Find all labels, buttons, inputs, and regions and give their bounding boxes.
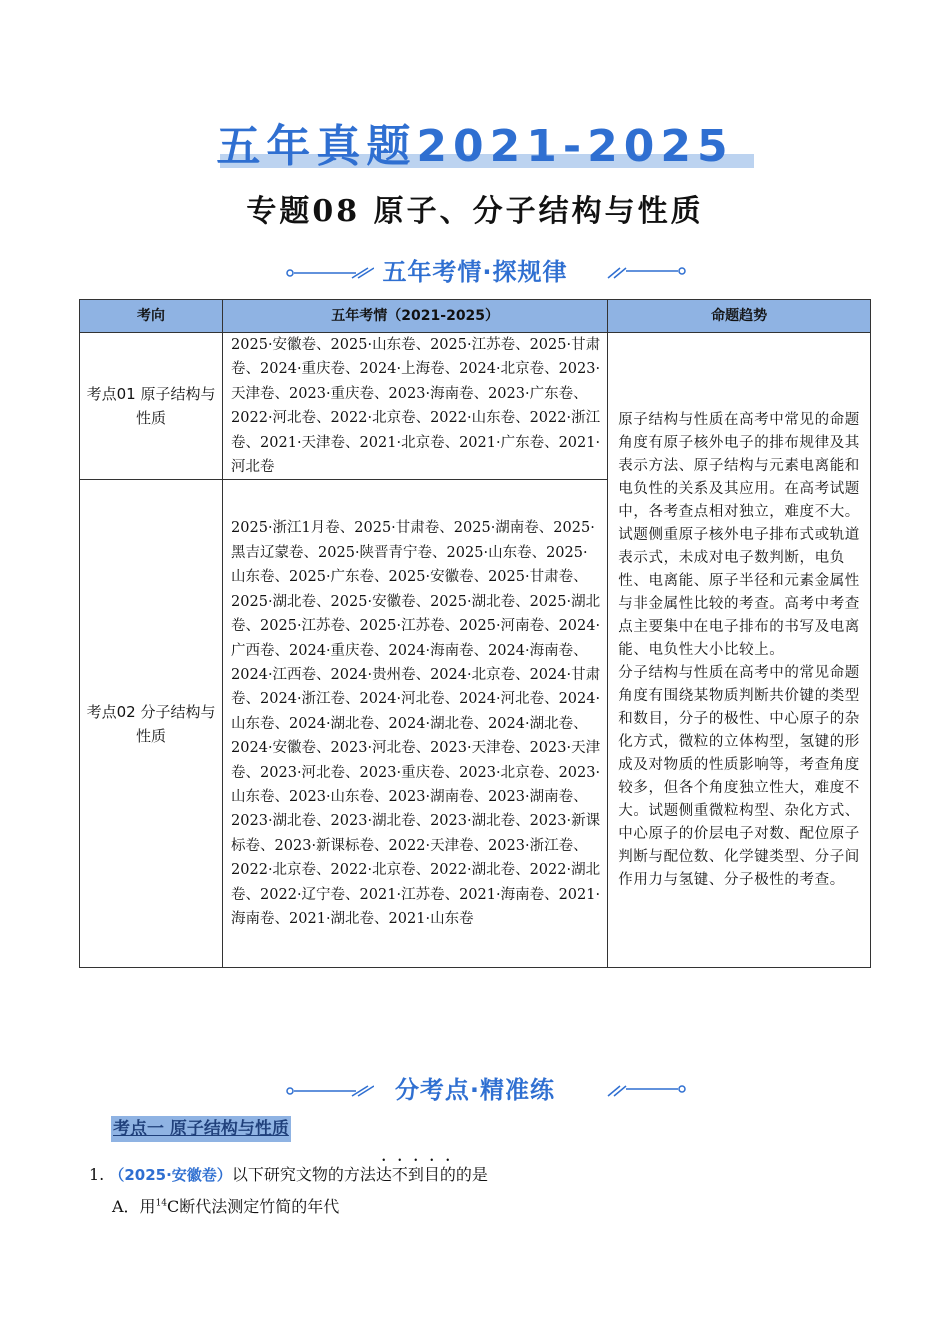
column-header-trend: 命题趋势 xyxy=(608,300,871,333)
years-cell: 2025·浙江1月卷、2025·甘肃卷、2025·湖南卷、2025·黑吉辽蒙卷、2025·陕晋青宁卷、2025·山东卷、2025·山东卷、2025·广东卷、2025·安徽卷、2025·甘肃卷、2025·湖北卷、2025·安徽卷、2025·湖北卷、2025·湖北卷、2025·江苏卷、2025·江苏卷、2025·河南卷、2024·广西卷、2024·重庆卷、2024·海南卷、2024·海南卷、2024·江西卷、2024·贵州卷、2024·北京卷、2024·甘肃卷、2024·浙江卷、2024·河北卷、2024·河北卷、2024·山东卷、2024·湖北卷、2024·湖北卷、2024·湖北卷、2024·安徽卷、2023·河北卷、2023·天津卷、2023·天津卷、2023·河北卷、2023·重庆卷、2023·北京卷、2023·山东卷、2023·山东卷、2023·湖南卷、2023·湖南卷、2023·湖北卷、2023·湖北卷、2023·湖北卷、2023·新课标卷、2023·新课标卷、2022·天津卷、2023·浙江卷、2022·北京卷、2022·北京卷、2022·湖北卷、2022·湖北卷、2022·辽宁卷、2021·江苏卷、2021·海南卷、2021·海南卷、2021·湖北卷、2021·山东卷 xyxy=(223,480,608,968)
column-header-topic: 考向 xyxy=(80,300,223,333)
left-deco-line-icon xyxy=(286,1080,374,1100)
section-title: 分考点·精准练 xyxy=(394,1076,556,1104)
question-stem xyxy=(89,1156,488,1185)
page-subtitle: 专题08 原子、分子结构与性质 xyxy=(246,194,704,229)
left-deco-line-icon xyxy=(286,262,374,282)
exam-trend-table xyxy=(79,299,871,968)
years-cell: 2025·安徽卷、2025·山东卷、2025·江苏卷、2025·甘肃卷、2024·重庆卷、2024·上海卷、2024·北京卷、2023·天津卷、2023·重庆卷、2023·海南卷、2023·广东卷、2022·河北卷、2022·北京卷、2022·山东卷、2022·浙江卷、2021·天津卷、2021·北京卷、2021·广东卷、2021·河北卷 xyxy=(223,333,608,480)
table-row xyxy=(80,333,871,480)
section-heading-trends xyxy=(0,252,950,287)
banner xyxy=(0,110,950,174)
section-title: 五年考情·探规律 xyxy=(382,258,568,286)
question-source: （2025·安徽卷） xyxy=(109,1166,232,1184)
option-a xyxy=(112,1194,339,1217)
question-number: 1. xyxy=(89,1165,105,1184)
topic-cell: 考点02 分子结构与性质 xyxy=(80,480,223,968)
question-emphasis: 达不到目的 xyxy=(375,1165,456,1184)
option-a-prefix: A．用 xyxy=(112,1197,156,1216)
option-a-superscript: 14 xyxy=(155,1198,168,1209)
topic-cell: 考点01 原子结构与性质 xyxy=(80,333,223,480)
kaodian-label: 考点一 原子结构与性质 xyxy=(111,1116,291,1142)
trend-cell: 原子结构与性质在高考中常见的命题角度有原子核外电子的排布规律及其表示方法、原子结构与元素电离能和电负性的关系及其应用。在高考试题中，各考查点相对独立，难度不大。试题侧重原子核外电子排布式或轨道表示式，未成对电子数判断，电负性、电离能、原子半径和元素金属性与非金属性比较的考查。高考中考查点主要集中在电子排布的书写及电离能、电负性大小比较上。 分子结构与性质在高考中的常见命题角度有围绕某物质判断共价键的类型和数目，分子的极性、中心原子的杂化方式，微粒的立体构型，氢键的形成及对物质的性质影响等，考查角度较多，但各个角度独立性大，难度不大。试题侧重微粒构型、杂化方式、中心原子的价层电子对数、配位原子判断与配位数、化学键类型、分子间作用力与氢键、分子极性的考查。 xyxy=(608,333,871,968)
option-a-text: C断代法测定竹简的年代 xyxy=(167,1197,340,1216)
right-deco-line-icon xyxy=(606,1080,686,1100)
banner-title: 五年真题2021-2025 xyxy=(216,121,734,172)
question-text-end: 的是 xyxy=(455,1165,488,1184)
section-heading-practice xyxy=(0,1070,950,1105)
column-header-years: 五年考情（2021-2025） xyxy=(223,300,608,333)
right-deco-line-icon xyxy=(606,262,686,282)
question-text: 以下研究文物的方法 xyxy=(231,1165,376,1184)
